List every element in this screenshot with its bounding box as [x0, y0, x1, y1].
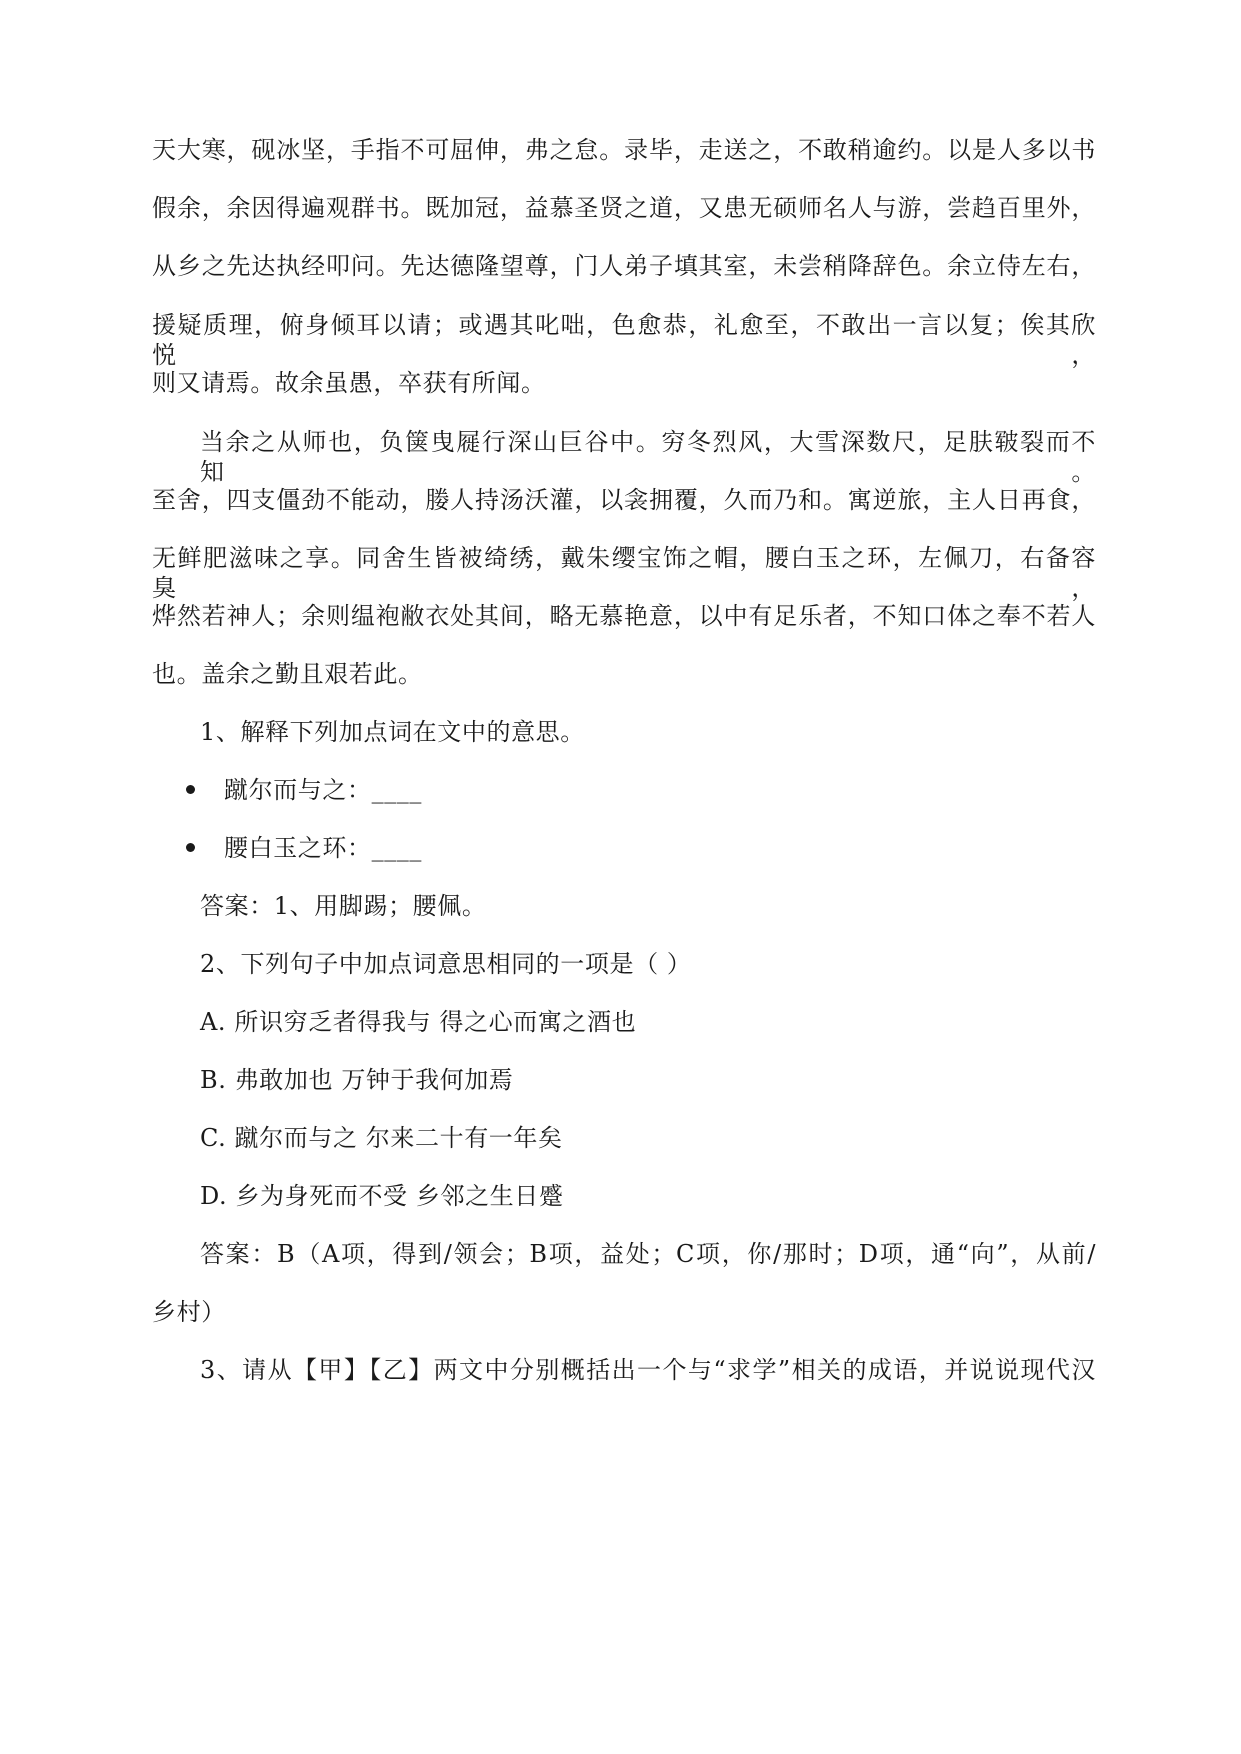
passage-p2-line-2: 至舍，四支僵劲不能动，媵人持汤沃灌，以衾拥覆，久而乃和。寓逆旅，主人日再食，	[152, 486, 1096, 514]
question-1-item-2: 腰白玉之环：____	[224, 834, 422, 862]
question-2-answer-line-2: 乡村）	[152, 1298, 226, 1326]
passage-p2-line-5: 也。盖余之勤且艰若此。	[152, 660, 423, 688]
question-2-prompt: 2、下列句子中加点词意思相同的一项是（ ）	[200, 950, 692, 978]
passage-p1-line-3: 从乡之先达执经叩问。先达德隆望尊，门人弟子填其室，未尝稍降辞色。余立侍左右，	[152, 252, 1096, 280]
passage-p1-line-5: 则又请焉。故余虽愚，卒获有所闻。	[152, 369, 546, 397]
question-2-option-a: A. 所识穷乏者得我与 得之心而寓之酒也	[200, 1008, 637, 1036]
passage-p1-line-1: 天大寒，砚冰坚，手指不可屈伸，弗之怠。录毕，走送之，不敢稍逾约。以是人多以书	[152, 136, 1096, 164]
question-2-option-d: D. 乡为身死而不受 乡邻之生日蹙	[200, 1182, 564, 1210]
passage-p2-line-3: 无鲜肥滋味之享。同舍生皆被绮绣，戴朱缨宝饰之帽，腰白玉之环，左佩刀，右备容臭，	[152, 544, 1096, 602]
question-2-answer-line-1: 答案：B（A项，得到/领会；B项，益处；C项，你/那时；D项，通“向”，从前/	[200, 1240, 1096, 1268]
question-2-option-c: C. 蹴尔而与之 尔来二十有一年矣	[200, 1124, 563, 1152]
question-1-item-1: 蹴尔而与之：____	[224, 776, 422, 804]
passage-p2-line-1: 当余之从师也，负箧曳屣行深山巨谷中。穷冬烈风，大雪深数尺，足肤皲裂而不知。	[200, 428, 1096, 486]
bullet-dot	[186, 843, 195, 852]
passage-p1-line-2: 假余，余因得遍观群书。既加冠，益慕圣贤之道，又患无硕师名人与游，尝趋百里外，	[152, 194, 1096, 222]
question-2-option-b: B. 弗敢加也 万钟于我何加焉	[200, 1066, 514, 1094]
question-1-answer: 答案：1、用脚踢；腰佩。	[200, 892, 487, 920]
question-1-prompt: 1、解释下列加点词在文中的意思。	[200, 718, 585, 746]
passage-p1-line-4: 援疑质理，俯身倾耳以请；或遇其叱咄，色愈恭，礼愈至，不敢出一言以复；俟其欣悦，	[152, 311, 1096, 369]
passage-p2-line-4: 烨然若神人；余则缊袍敝衣处其间，略无慕艳意，以中有足乐者，不知口体之奉不若人	[152, 602, 1096, 630]
question-3-prompt: 3、请从【甲】【乙】两文中分别概括出一个与“求学”相关的成语，并说说现代汉	[200, 1356, 1096, 1384]
bullet-dot	[186, 785, 195, 794]
